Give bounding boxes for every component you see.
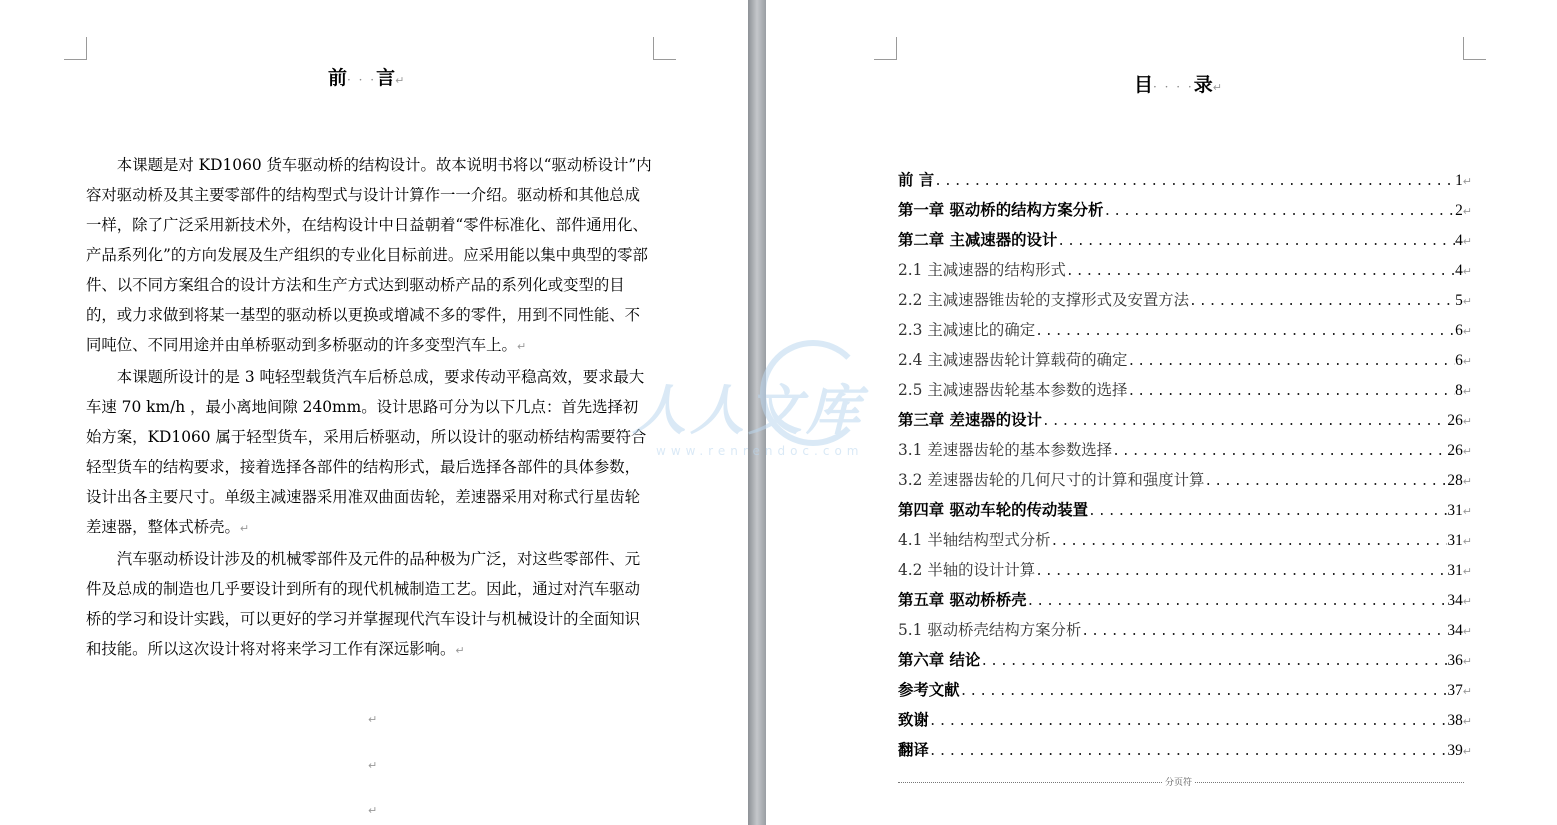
toc-leader-dots: [1127, 347, 1455, 377]
watermark-url: www.renrendoc.com: [656, 444, 864, 458]
toc-entry-page: 36: [1447, 652, 1463, 669]
toc-entry[interactable]: [898, 525, 1472, 555]
toc-entry-page: 5: [1455, 292, 1463, 309]
preface-body: [86, 150, 652, 666]
page-break-label: 分页符: [1162, 778, 1195, 788]
preface-heading-dots: · · ·: [347, 73, 377, 87]
paragraph-mark: ↵: [1462, 295, 1472, 308]
toc-heading-dots: · · · ·: [1153, 80, 1194, 94]
toc-entry-page: 39: [1447, 742, 1463, 759]
toc-entry-label: 4.2 半轴的设计计算: [898, 561, 1036, 579]
toc-entry[interactable]: [898, 405, 1472, 435]
toc-entry-label: 2.2 主减速器锥齿轮的支撑形式及安置方法: [898, 291, 1190, 309]
paragraph-mark: ↵: [1462, 385, 1472, 398]
toc-entry-label: 第一章 驱动桥的结构方案分析: [898, 201, 1104, 219]
paragraph-mark: ↵: [1462, 745, 1472, 758]
toc-entry-label: 翻译: [898, 741, 929, 759]
preface-heading-start: 前: [328, 67, 348, 89]
toc-entry-label: 2.5 主减速器齿轮基本参数的选择: [898, 381, 1128, 399]
paragraph-mark: ↵: [516, 340, 527, 353]
toc-entry[interactable]: [898, 555, 1472, 585]
toc-entry-label: 致谢: [898, 711, 929, 729]
toc-entry-page: 2: [1455, 202, 1463, 219]
toc-entry[interactable]: [898, 375, 1472, 405]
page-gutter: [748, 0, 766, 825]
paragraph-mark: ↵: [1462, 505, 1472, 518]
preface-paragraph-1: [86, 150, 652, 362]
paragraph-mark: ↵: [1462, 565, 1472, 578]
paragraph-mark: ↵: [1462, 175, 1472, 188]
toc-entry-page: 38: [1447, 712, 1463, 729]
toc-entry-page: 37: [1447, 682, 1463, 699]
watermark-text: 人人文库: [632, 379, 864, 442]
toc-entry-label: 第二章 主减速器的设计: [898, 231, 1058, 249]
toc-entry[interactable]: [898, 675, 1472, 705]
toc-leader-dots: [1127, 377, 1455, 407]
toc-entry-label: 第三章 差速器的设计: [898, 411, 1042, 429]
toc-entry-label: 4.1 半轴结构型式分析: [898, 531, 1051, 549]
paragraph-mark: ↵: [1462, 235, 1472, 248]
paragraph-mark: ↵: [1462, 535, 1472, 548]
toc-entry-page: 6: [1455, 322, 1463, 339]
paragraph-mark: ↵: [1462, 355, 1472, 368]
toc-leader-dots: [1035, 557, 1447, 587]
toc-entry-page: 6: [1455, 352, 1463, 369]
toc-heading-start: 目: [1134, 74, 1154, 96]
toc-entry-label: 2.1 主减速器的结构形式: [898, 261, 1066, 279]
page-preface: [0, 0, 748, 825]
preface-paragraph-1-text: 本课题是对 KD1060 货车驱动桥的结构设计。故本说明书将以“驱动桥设计”内容对驱动桥及其主要零部件的结构型式与设计计算作一一介绍。驱动桥和其他总成一样，除了广泛采用新技术外，在结构设计中日益朝着“零件标准化、部件通用化、产品系列化”的方向发展及生产组织的专业化目标前进。应采用能以集中典型的零部件、以不同方案组合的设计方法和生产方式达到驱动桥产品的系列化或变型的目的，或力求做到将某一基型的驱动桥以更换或增减不多的零件，用到不同性能、不同吨位、不同用途并由单桥驱动到多桥驱动的许多变型汽车上。: [86, 156, 652, 354]
toc-leader-dots: [1066, 257, 1455, 287]
toc-entry[interactable]: [898, 465, 1472, 495]
paragraph-mark: ↵: [1462, 625, 1472, 638]
toc-entry[interactable]: [898, 255, 1472, 285]
toc-entry-label: 5.1 驱动桥壳结构方案分析: [898, 621, 1082, 639]
preface-heading-end: 言: [376, 67, 396, 89]
paragraph-mark: ↵: [455, 644, 465, 657]
toc-entry-label: 3.2 差速器齿轮的几何尺寸的计算和强度计算: [898, 471, 1205, 489]
preface-paragraph-3: [86, 544, 652, 666]
paragraph-mark: ↵: [395, 74, 405, 87]
toc-leader-dots: [1026, 587, 1447, 617]
toc-leader-dots: [934, 167, 1455, 197]
toc-entry[interactable]: [898, 615, 1472, 645]
toc-leader-dots: [929, 707, 1448, 737]
toc-entry-label: 前 言: [898, 171, 935, 189]
toc-entry-label: 第五章 驱动桥桥壳: [898, 591, 1027, 609]
toc-leader-dots: [1051, 527, 1448, 557]
toc-leader-dots: [1103, 197, 1455, 227]
toc-entry-page: 31: [1447, 532, 1463, 549]
toc-entry-page: 26: [1447, 442, 1463, 459]
paragraph-mark: ↵: [1462, 475, 1472, 488]
toc-leader-dots: [1088, 497, 1447, 527]
toc-entry[interactable]: [898, 585, 1472, 615]
paragraph-mark: ↵: [1462, 265, 1472, 278]
crop-mark-top-right: [1463, 37, 1486, 60]
toc-entry-label: 第六章 结论: [898, 651, 981, 669]
paragraph-mark: ↵: [1462, 685, 1472, 698]
toc-entry-page: 4: [1455, 232, 1463, 249]
preface-paragraph-2: [86, 362, 652, 544]
toc-leader-dots: [1035, 317, 1455, 347]
crop-mark-top-left: [64, 37, 87, 60]
toc-entry[interactable]: [898, 495, 1472, 525]
toc-entry[interactable]: [898, 195, 1472, 225]
toc-entry[interactable]: [898, 285, 1472, 315]
toc-entry[interactable]: [898, 345, 1472, 375]
paragraph-mark: ↵: [1212, 81, 1222, 94]
crop-mark-top-left: [874, 37, 897, 60]
toc-entry[interactable]: [898, 165, 1472, 195]
toc-entry-page: 28: [1447, 472, 1463, 489]
toc-entry-label: 参考文献: [898, 681, 960, 699]
toc-leader-dots: [1189, 287, 1455, 317]
toc-entry[interactable]: [898, 315, 1472, 345]
toc-entry-page: 34: [1447, 592, 1463, 609]
toc-leader-dots: [1042, 407, 1448, 437]
preface-paragraph-2-text: 本课题所设计的是 3 吨轻型载货汽车后桥总成，要求传动平稳高效，要求最大车速 70 km/h ，最小离地间隙 240mm。设计思路可分为以下几点：首先选择初始方案，KD1060 属于轻型货车，采用后桥驱动，所以设计的驱动桥结构需要符合轻型货车的结构要求，接着选择各部件的结构形式，最后选择各部件的具体参数，设计出各主要尺寸。单级主减速器采用准双曲面齿轮，差速器采用对称式行星齿轮差速器，整体式桥壳。: [86, 368, 647, 536]
empty-paragraph-mark: ↵: [368, 804, 378, 817]
toc-entry-page: 31: [1447, 562, 1463, 579]
toc-entry-page: 26: [1447, 412, 1463, 429]
toc-leader-dots: [980, 647, 1447, 677]
toc-entry[interactable]: [898, 225, 1472, 255]
toc-entry[interactable]: [898, 705, 1472, 735]
empty-paragraph-mark: ↵: [368, 759, 378, 772]
toc-entry-label: 2.3 主减速比的确定: [898, 321, 1036, 339]
preface-heading: [328, 63, 404, 90]
paragraph-mark: ↵: [1462, 445, 1472, 458]
paragraph-mark: ↵: [239, 522, 250, 535]
paragraph-mark: ↵: [1462, 595, 1472, 608]
toc-leader-dots: [1204, 467, 1447, 497]
toc-entry-page: 34: [1447, 622, 1463, 639]
crop-mark-top-right: [653, 37, 676, 60]
paragraph-mark: ↵: [1462, 715, 1472, 728]
toc-entry-label: 第四章 驱动车轮的传动装置: [898, 501, 1089, 519]
toc-leader-dots: [960, 677, 1448, 707]
toc-entry[interactable]: [898, 645, 1472, 675]
toc-heading-end: 录: [1193, 74, 1213, 96]
toc-entry-page: 8: [1455, 382, 1463, 399]
toc-heading: [1134, 70, 1222, 97]
page-toc: [766, 0, 1557, 825]
toc-leader-dots: [1112, 437, 1447, 467]
paragraph-mark: ↵: [1462, 205, 1472, 218]
toc-entry-page: 4: [1455, 262, 1463, 279]
toc-entry[interactable]: [898, 735, 1472, 765]
paragraph-mark: ↵: [1462, 325, 1472, 338]
toc-leader-dots: [1081, 617, 1447, 647]
toc-leader-dots: [1057, 227, 1455, 257]
toc-list: [898, 165, 1472, 765]
paragraph-mark: ↵: [1462, 655, 1472, 668]
toc-entry-label: 3.1 差速器齿轮的基本参数选择: [898, 441, 1113, 459]
toc-entry-label: 2.4 主减速器齿轮计算载荷的确定: [898, 351, 1128, 369]
toc-leader-dots: [929, 737, 1448, 767]
paragraph-mark: ↵: [1462, 415, 1472, 428]
toc-entry[interactable]: [898, 435, 1472, 465]
toc-entry-page: 31: [1447, 502, 1463, 519]
toc-entry-page: 1: [1455, 172, 1463, 189]
empty-paragraph-mark: ↵: [368, 713, 378, 726]
preface-paragraph-3-text: 汽车驱动桥设计涉及的机械零部件及元件的品种极为广泛，对这些零部件、元件及总成的制造也几乎要设计到所有的现代机械制造工艺。因此，通过对汽车驱动桥的学习和设计实践，可以更好的学习并掌握现代汽车设计与机械设计的全面知识和技能。所以这次设计将对将来学习工作有深远影响。: [86, 550, 641, 658]
